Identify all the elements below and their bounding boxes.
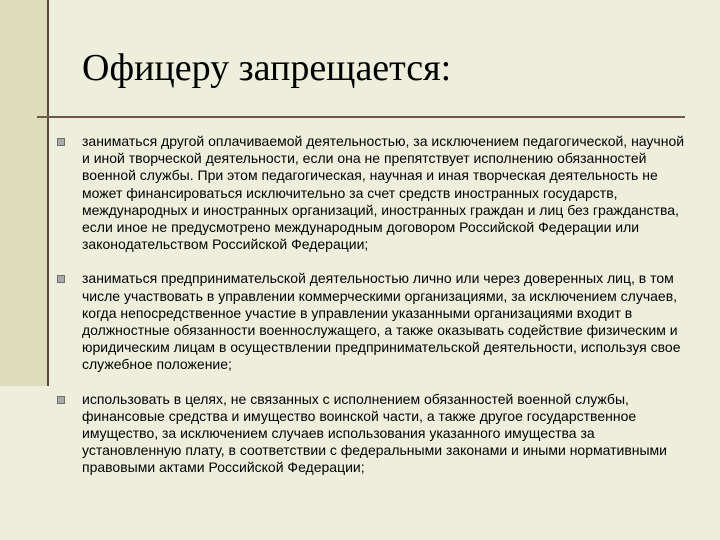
bullet-item [0, 270, 720, 373]
bullet-list [0, 133, 720, 494]
slide-title: Офицеру запрещается: [82, 47, 452, 89]
bullet-text: заниматься предпринимательской деятельностью лично или через доверенных лиц, в том числе участвовать в управлении коммерческими организациями, за исключением случаев, когда непосредственное участие в управлении указанными организациями входит в должностные обязанности военнослужащего, а также оказывать содействие физическим и юридическим лицам в осуществлении предпринимательской деятельности, используя свое служебное положение; [82, 270, 681, 373]
bullet-item [0, 133, 720, 253]
bullet-text: использовать в целях, не связанных с исполнением обязанностей военной службы, финансовые средства и имущество воинской части, а также другое государственное имущество, за исключением случаев использования указанного имущества за установленную плату, в соответствии с федеральными законами и иными нормативными правовыми актами Российской Федерации; [82, 390, 668, 476]
bullet-text: заниматься другой оплачиваемой деятельностью, за исключением педагогической, научной и иной творческой деятельности, если она не препятствует исполнению обязанностей военной службы. При этом педагогическая, научная и иная творческая деятельность не может финансироваться исключительно за счет средств иностранных государств, международных и иностранных организаций, иностранных граждан и лиц без гражданства, если иное не предусмотрено международным договором Российской Федерации или законодательством Российской Федерации; [82, 133, 685, 253]
title-divider [37, 116, 685, 118]
bullet-item [0, 391, 720, 477]
square-bullet-icon [57, 275, 65, 283]
square-bullet-icon [57, 396, 65, 404]
square-bullet-icon [57, 138, 65, 146]
